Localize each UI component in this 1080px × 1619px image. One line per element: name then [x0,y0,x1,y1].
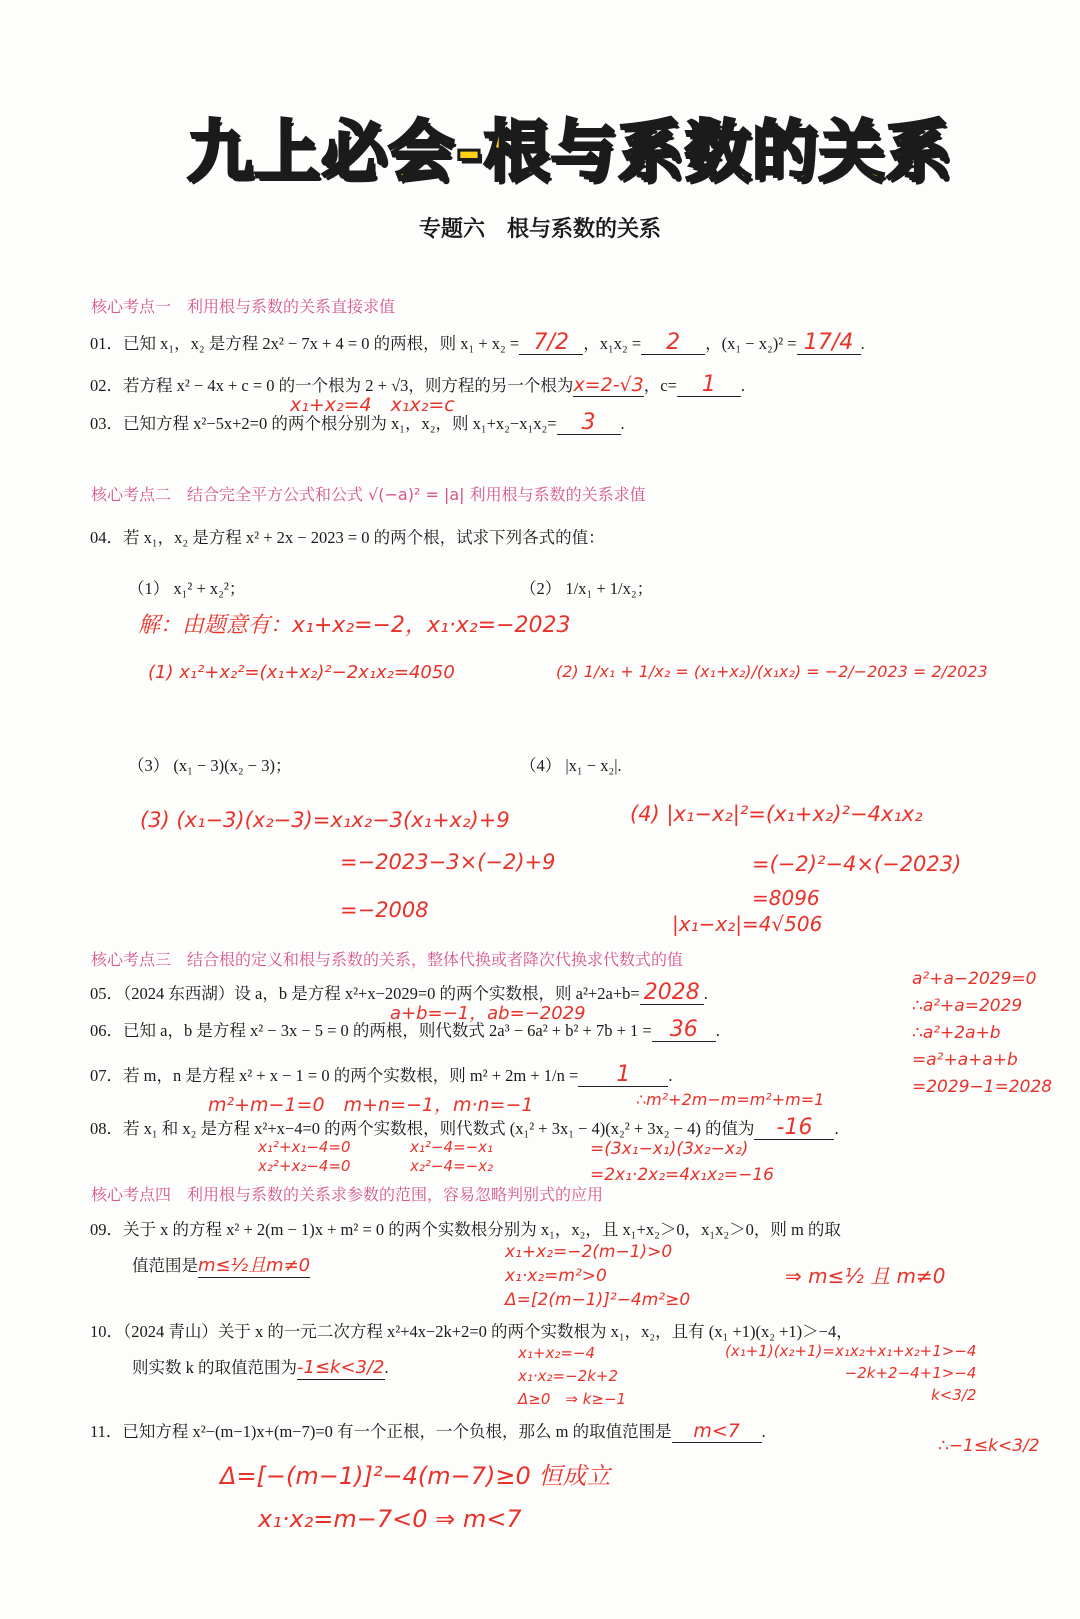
question-text: 值范围是 [132,1256,198,1275]
answer-blank: 1 [578,1064,668,1087]
question-text: ，(x₁ − x₂)² = [705,334,797,353]
sub-question-4: （4） |x₁ − x₂|. [520,756,622,775]
note-line: x₁·x₂=−2k+2 [518,1367,619,1385]
sub-question-2: （2） 1/x₁ + 1/x₂； [520,579,654,598]
worksheet-subtitle: 专题六 根与系数的关系 [418,216,661,241]
note-line: ∴a²+2a+b [912,1023,1001,1043]
handwritten-solution: 解：由题意有：x₁+x₂=−2，x₁·x₂=−2023 [138,613,571,638]
note-line: x₁²−4=−x₁ [410,1138,494,1156]
question-text: 07．若 m，n 是方程 x² + x − 1 = 0 的两个实数根，则 m² + 2m + 1/n = [90,1066,579,1085]
answer-blank: 2028 [640,982,704,1005]
answer-blank: 1 [677,374,741,397]
handwritten-note: ∴−1≤k<3/2 [938,1436,1040,1456]
handwritten-system [518,1342,626,1411]
question-text: . [740,376,746,395]
question-text: . [384,1358,389,1377]
question-text: ，x₁x₂ = [583,334,642,353]
question-07 [90,1062,672,1087]
question-01 [90,330,865,355]
handwritten-system [258,1138,351,1176]
handwritten-solution [725,1340,976,1406]
note-line: x₁+x₂=−4 [518,1344,596,1362]
handwritten-system [505,1240,690,1312]
note-line: (x₁+1)(x₂+1)=x₁x₂+x₁+x₂+1>−4 [725,1342,977,1360]
answer-blank: 36 [652,1019,716,1042]
question-text: . [761,1422,766,1441]
note-line: Δ≥0 ⇒ k≥−1 [518,1390,627,1408]
question-11 [90,1418,766,1443]
handwritten-solution: Δ=[−(m−1)]²−4(m−7)≥0 恒成立 [220,1462,611,1490]
question-text: 11．已知方程 x²−(m−1)x+(m−7)=0 有一个正根，一个负根，那么 m 的取值范围是 [90,1422,672,1441]
note-line: k<3/2 [931,1386,977,1404]
note-line: =(3x₁−x₁)(3x₂−x₂) [590,1139,749,1159]
note-line: x₁²+x₁−4=0 [258,1138,351,1156]
section-heading-1: 核心考点一 利用根与系数的关系直接求值 [91,297,396,316]
question-10: 10．（2024 青山）关于 x 的一元二次方程 x²+4x−2k+2=0 的两个实数根为 x₁，x₂，且有 (x₁ +1)(x₂ +1)＞−4， [90,1322,853,1341]
note-line: x₁·x₂=m²>0 [505,1266,607,1286]
handwritten-note: a+b=−1，ab=−2029 [390,1003,586,1024]
note-line: x₂²−4=−x₂ [410,1157,494,1175]
answer-blank: x=2-√3 [573,374,644,396]
handwritten-solution: x₁·x₂=m−7<0 ⇒ m<7 [258,1505,522,1533]
answer-blank: 17/4 [797,332,861,355]
handwritten-solution: =−2008 [340,898,429,922]
question-text: 02．若方程 x² − 4x + c = 0 的一个根为 2 + √3，则方程的另一个根为 [90,376,574,395]
question-text: 05．（2024 东西湖）设 a，b 是方程 x²+x−2029=0 的两个实数根，则 a²+2a+b= [90,984,640,1003]
question-text: . [834,1119,839,1138]
question-text: . [620,414,625,433]
question-text: . [715,1021,720,1040]
note-line: ∴a²+a=2029 [912,996,1023,1016]
answer-blank: -1≤k<3/2 [297,1357,385,1378]
handwritten-solution: =8096 [752,886,820,910]
question-text: . [703,984,708,1003]
section-heading-3: 核心考点三 结合根的定义和根与系数的关系，整体代换或者降次代换求代数式的值 [91,950,684,969]
handwritten-note: x₁+x₂=4 x₁x₂=c [290,394,455,416]
note-line: =2x₁·2x₂=4x₁x₂=−16 [590,1165,774,1185]
question-09-line2 [132,1252,310,1278]
note-line: x₂²+x₂−4=0 [258,1157,351,1175]
handwritten-solution [590,1136,774,1188]
handwritten-note: ∴m²+2m−m=m²+m=1 [636,1090,825,1109]
handwritten-side-notes [912,966,1072,1101]
handwritten-solution: =−2023−3×(−2)+9 [340,850,556,874]
section-heading-2: 核心考点二 结合完全平方公式和公式 √(−a)² = |a| 利用根与系数的关系求值 [91,485,646,504]
question-text: 03．已知方程 x²−5x+2=0 的两个根分别为 x₁，x₂，则 x₁+x₂−x₁x₂= [90,414,557,433]
question-text: 06．已知 a，b 是方程 x² − 3x − 5 = 0 的两根，则代数式 2a³ − 6a² + b² + 7b + 1 = [90,1021,652,1040]
handwritten-solution: (2) 1/x₁ + 1/x₂ = (x₁+x₂)/(x₁x₂) = −2/−2023 = 2/2023 [556,662,988,681]
question-10-line2 [132,1354,389,1380]
handwritten-note: m²+m−1=0 m+n=−1，m·n=−1 [208,1094,534,1116]
sub-question-3: （3） (x₁ − 3)(x₂ − 3)； [128,756,292,775]
question-text: 08．若 x₁ 和 x₂ 是方程 x²+x−4=0 的两个实数根，则代数式 (x₁² + 3x₁ − 4)(x₂² + 3x₂ − 4) 的值为 [90,1119,755,1138]
sub-question-1: （1） x₁² + x₂²； [128,579,246,598]
handwritten-solution: |x₁−x₂|=4√506 [672,912,823,936]
question-text: 则实数 k 的取值范围为 [132,1358,297,1377]
handwritten-result: ⇒ m≤½ 且 m≠0 [785,1264,946,1288]
answer-blank: -16 [754,1117,834,1140]
question-06 [90,1017,720,1042]
question-text: 01．已知 x₁，x₂ 是方程 2x² − 7x + 4 = 0 的两根，则 x₁ + x₂ = [90,334,520,353]
question-text: . [860,334,865,353]
handwritten-solution: (3) (x₁−3)(x₂−3)=x₁x₂−3(x₁+x₂)+9 [140,808,510,832]
answer-blank: m<7 [672,1420,762,1443]
question-text: . [668,1066,673,1085]
handwritten-solution: (1) x₁²+x₂²=(x₁+x₂)²−2x₁x₂=4050 [148,662,455,683]
handwritten-solution: (4) |x₁−x₂|²=(x₁+x₂)²−4x₁x₂ [630,802,923,826]
note-line: a²+a−2029=0 [912,969,1037,989]
question-04: 04．若 x₁，x₂ 是方程 x² + 2x − 2023 = 0 的两个根，试求下列各式的值： [90,528,605,547]
page-title: 九上必会-根与系数的关系 [187,113,953,190]
question-03 [90,410,625,435]
note-line: =a²+a+a+b [912,1050,1018,1070]
answer-blank: 3 [557,412,621,435]
handwritten-solution: =(−2)²−4×(−2023) [752,852,962,876]
note-line: x₁+x₂=−2(m−1)>0 [505,1242,673,1262]
answer-blank: 2 [641,332,705,355]
note-line: Δ=[2(m−1)]²−4m²≥0 [505,1290,691,1310]
handwritten-system [410,1138,493,1176]
note-line: =2029−1=2028 [912,1077,1053,1097]
note-line: −2k+2−4+1>−4 [844,1364,977,1382]
answer-blank: 7/2 [519,332,583,355]
section-heading-4: 核心考点四 利用根与系数的关系求参数的范围，容易忽略判别式的应用 [91,1185,604,1204]
question-text: ，c= [643,376,677,395]
answer-blank: m≤½且m≠0 [198,1255,311,1276]
question-09: 09．关于 x 的方程 x² + 2(m − 1)x + m² = 0 的两个实数根分别为 x₁，x₂，且 x₁+x₂＞0，x₁x₂＞0，则 m 的取 [90,1220,841,1239]
